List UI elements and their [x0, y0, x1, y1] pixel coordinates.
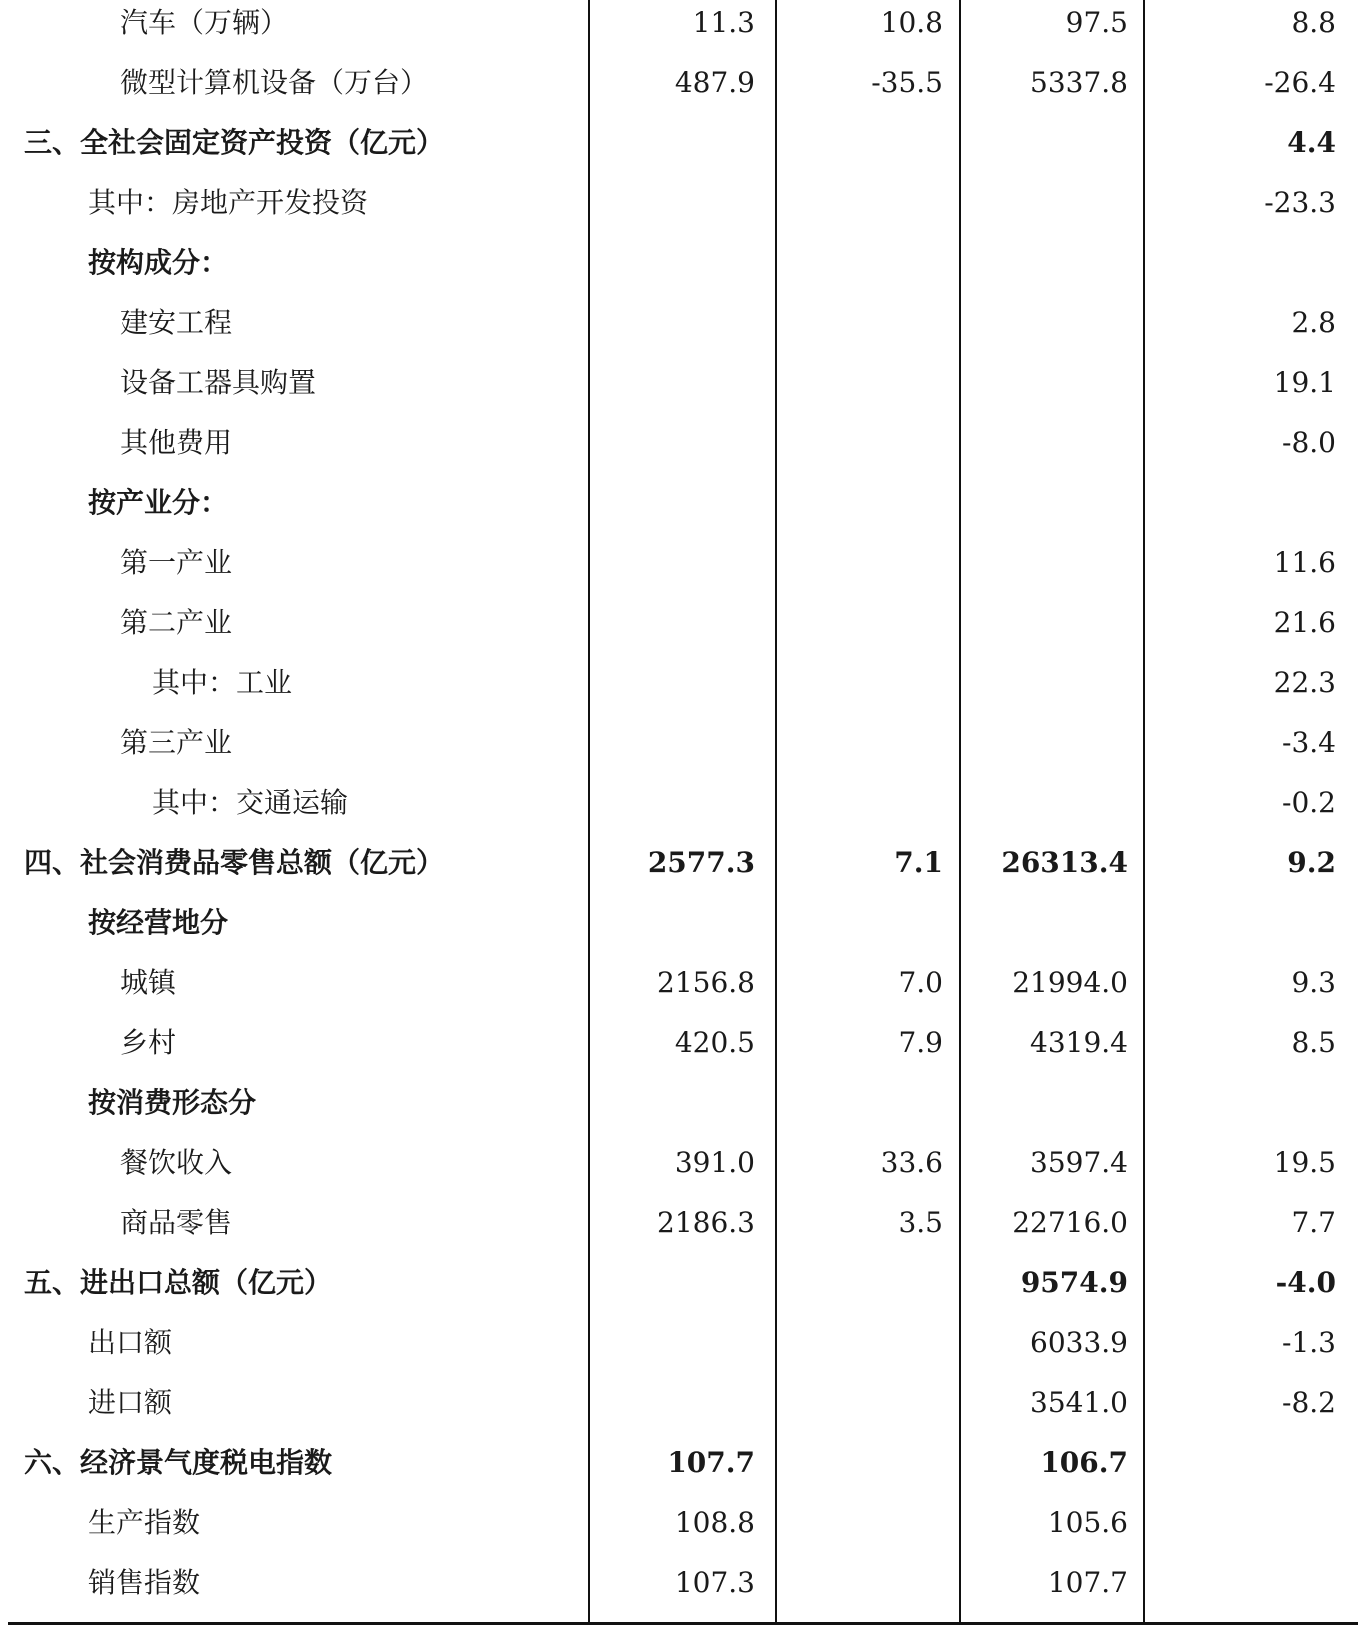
value-cell-col2: [778, 120, 943, 180]
table-row: [0, 720, 1364, 780]
row-label: 微型计算机设备（万台）: [120, 66, 429, 99]
row-label: 建安工程: [120, 306, 233, 339]
value-cell-col2: [778, 1320, 943, 1380]
value-cell-col4: 9.3: [1291, 966, 1336, 999]
value-cell-col3: [962, 540, 1128, 600]
value-cell-col2: [778, 480, 943, 540]
value-cell-col2: [778, 1380, 943, 1440]
table-row: [0, 360, 1364, 420]
value-cell-col3: 105.6: [1047, 1506, 1128, 1539]
value-cell-col4: 8.8: [1291, 6, 1336, 39]
row-label: 按产业分：: [88, 486, 229, 519]
value-cell-col1: [590, 1260, 755, 1320]
row-label: 按经营地分: [88, 906, 229, 939]
row-label: 销售指数: [88, 1566, 201, 1599]
row-label: 设备工器具购置: [120, 366, 317, 399]
value-cell-col3: [962, 780, 1128, 840]
row-label: 五、进出口总额（亿元）: [24, 1266, 333, 1299]
table-row: [0, 840, 1364, 900]
value-cell-col2: [778, 540, 943, 600]
table-row: [0, 1500, 1364, 1560]
value-cell-col3: [962, 120, 1128, 180]
value-cell-col1: [590, 300, 755, 360]
value-cell-col2: [778, 780, 943, 840]
table-row: [0, 60, 1364, 120]
value-cell-col4: -1.3: [1282, 1326, 1336, 1359]
value-cell-col2: [778, 420, 943, 480]
row-label: 六、经济景气度税电指数: [24, 1446, 333, 1479]
value-cell-col3: [962, 180, 1128, 240]
table-row: [0, 1380, 1364, 1440]
value-cell-col4: -3.4: [1282, 726, 1336, 759]
value-cell-col1: [590, 180, 755, 240]
value-cell-col1: [590, 480, 755, 540]
value-cell-col3: [962, 240, 1128, 300]
row-label: 第三产业: [120, 726, 233, 759]
value-cell-col3: [962, 660, 1128, 720]
value-cell-col1: 420.5: [674, 1026, 755, 1059]
value-cell-col3: 97.5: [1065, 6, 1128, 39]
value-cell-col3: [962, 1080, 1128, 1140]
value-cell-col4: -0.2: [1282, 786, 1336, 819]
value-cell-col3: 22716.0: [1012, 1206, 1128, 1239]
value-cell-col4: [1146, 1080, 1336, 1140]
value-cell-col4: -4.0: [1275, 1266, 1336, 1299]
table-row: [0, 1440, 1364, 1500]
value-cell-col2: 3.5: [898, 1206, 943, 1239]
value-cell-col1: [590, 900, 755, 960]
value-cell-col2: 7.1: [894, 846, 943, 879]
value-cell-col4: [1146, 900, 1336, 960]
value-cell-col3: 9574.9: [1020, 1266, 1128, 1299]
table-row: [0, 600, 1364, 660]
value-cell-col1: 107.3: [674, 1566, 755, 1599]
value-cell-col4: 4.4: [1287, 126, 1336, 159]
row-label: 其中：房地产开发投资: [88, 186, 369, 219]
value-cell-col1: 11.3: [692, 6, 755, 39]
table-row: [0, 180, 1364, 240]
row-label: 四、社会消费品零售总额（亿元）: [24, 846, 445, 879]
value-cell-col3: [962, 720, 1128, 780]
row-label: 汽车（万辆）: [120, 6, 289, 39]
value-cell-col1: [590, 540, 755, 600]
value-cell-col1: 2577.3: [647, 846, 755, 879]
value-cell-col1: [590, 1380, 755, 1440]
value-cell-col4: 22.3: [1273, 666, 1336, 699]
value-cell-col3: [962, 600, 1128, 660]
value-cell-col2: 7.9: [898, 1026, 943, 1059]
table-row: [0, 1320, 1364, 1380]
value-cell-col3: 106.7: [1040, 1446, 1128, 1479]
value-cell-col1: [590, 660, 755, 720]
table-row: [0, 420, 1364, 480]
value-cell-col3: [962, 300, 1128, 360]
value-cell-col4: -8.0: [1282, 426, 1336, 459]
table-row: [0, 1260, 1364, 1320]
table-row: [0, 1560, 1364, 1620]
table-row: [0, 900, 1364, 960]
table-row: [0, 1200, 1364, 1260]
value-cell-col4: 21.6: [1273, 606, 1336, 639]
value-cell-col2: [778, 660, 943, 720]
value-cell-col3: [962, 360, 1128, 420]
table-row: [0, 960, 1364, 1020]
row-label: 进口额: [88, 1386, 173, 1419]
value-cell-col2: 10.8: [880, 6, 943, 39]
value-cell-col1: [590, 1320, 755, 1380]
value-cell-col2: [778, 900, 943, 960]
value-cell-col1: 2156.8: [657, 966, 755, 999]
row-label: 乡村: [120, 1026, 177, 1059]
value-cell-col2: [778, 360, 943, 420]
table-row: [0, 1020, 1364, 1080]
value-cell-col2: 7.0: [898, 966, 943, 999]
table-row: [0, 660, 1364, 720]
row-label: 出口额: [88, 1326, 173, 1359]
value-cell-col3: 21994.0: [1012, 966, 1128, 999]
value-cell-col2: [778, 300, 943, 360]
table-row: [0, 0, 1364, 60]
value-cell-col1: [590, 600, 755, 660]
value-cell-col2: -35.5: [871, 66, 943, 99]
value-cell-col4: 19.5: [1273, 1146, 1336, 1179]
value-cell-col3: [962, 900, 1128, 960]
value-cell-col4: [1146, 1440, 1336, 1500]
value-cell-col1: [590, 120, 755, 180]
table-row: [0, 240, 1364, 300]
value-cell-col4: [1146, 1500, 1336, 1560]
value-cell-col1: [590, 720, 755, 780]
value-cell-col1: 108.8: [674, 1506, 755, 1539]
value-cell-col4: 7.7: [1291, 1206, 1336, 1239]
value-cell-col3: 107.7: [1047, 1566, 1128, 1599]
value-cell-col4: 2.8: [1291, 306, 1336, 339]
value-cell-col1: [590, 360, 755, 420]
table-row: [0, 1140, 1364, 1200]
value-cell-col4: [1146, 240, 1336, 300]
value-cell-col4: -23.3: [1264, 186, 1336, 219]
value-cell-col4: [1146, 1560, 1336, 1620]
value-cell-col2: [778, 1440, 943, 1500]
table-row: [0, 780, 1364, 840]
row-label: 三、全社会固定资产投资（亿元）: [24, 126, 445, 159]
value-cell-col4: -8.2: [1282, 1386, 1336, 1419]
value-cell-col2: 33.6: [880, 1146, 943, 1179]
value-cell-col1: 2186.3: [657, 1206, 755, 1239]
value-cell-col2: [778, 1260, 943, 1320]
row-label: 商品零售: [120, 1206, 233, 1239]
value-cell-col3: [962, 420, 1128, 480]
value-cell-col2: [778, 1500, 943, 1560]
value-cell-col3: 4319.4: [1030, 1026, 1128, 1059]
table-row: [0, 540, 1364, 600]
table-row: [0, 300, 1364, 360]
row-label: 其他费用: [120, 426, 233, 459]
value-cell-col3: [962, 480, 1128, 540]
value-cell-col4: 9.2: [1287, 846, 1336, 879]
table-row: [0, 480, 1364, 540]
row-label: 按消费形态分: [88, 1086, 257, 1119]
value-cell-col3: 3541.0: [1030, 1386, 1128, 1419]
value-cell-col1: [590, 420, 755, 480]
value-cell-col4: -26.4: [1264, 66, 1336, 99]
value-cell-col3: 3597.4: [1030, 1146, 1128, 1179]
row-label: 其中：交通运输: [152, 786, 349, 819]
row-label: 第一产业: [120, 546, 233, 579]
row-label: 城镇: [120, 966, 177, 999]
value-cell-col1: [590, 1080, 755, 1140]
value-cell-col3: 5337.8: [1030, 66, 1128, 99]
value-cell-col2: [778, 180, 943, 240]
row-label: 生产指数: [88, 1506, 201, 1539]
value-cell-col4: 19.1: [1273, 366, 1336, 399]
row-label: 第二产业: [120, 606, 233, 639]
value-cell-col1: [590, 240, 755, 300]
value-cell-col1: 391.0: [674, 1146, 755, 1179]
value-cell-col1: 487.9: [674, 66, 755, 99]
table-row: [0, 120, 1364, 180]
value-cell-col3: 26313.4: [1001, 846, 1128, 879]
value-cell-col4: [1146, 480, 1336, 540]
value-cell-col4: 8.5: [1291, 1026, 1336, 1059]
value-cell-col3: 6033.9: [1030, 1326, 1128, 1359]
value-cell-col2: [778, 720, 943, 780]
row-label: 餐饮收入: [120, 1146, 233, 1179]
row-label: 其中：工业: [152, 666, 293, 699]
value-cell-col2: [778, 1080, 943, 1140]
value-cell-col2: [778, 1560, 943, 1620]
table-row: [0, 1080, 1364, 1140]
value-cell-col4: 11.6: [1273, 546, 1336, 579]
table-bottom-rule: [8, 1622, 1358, 1625]
value-cell-col2: [778, 600, 943, 660]
value-cell-col2: [778, 240, 943, 300]
value-cell-col1: 107.7: [667, 1446, 755, 1479]
value-cell-col1: [590, 780, 755, 840]
row-label: 按构成分：: [88, 246, 229, 279]
